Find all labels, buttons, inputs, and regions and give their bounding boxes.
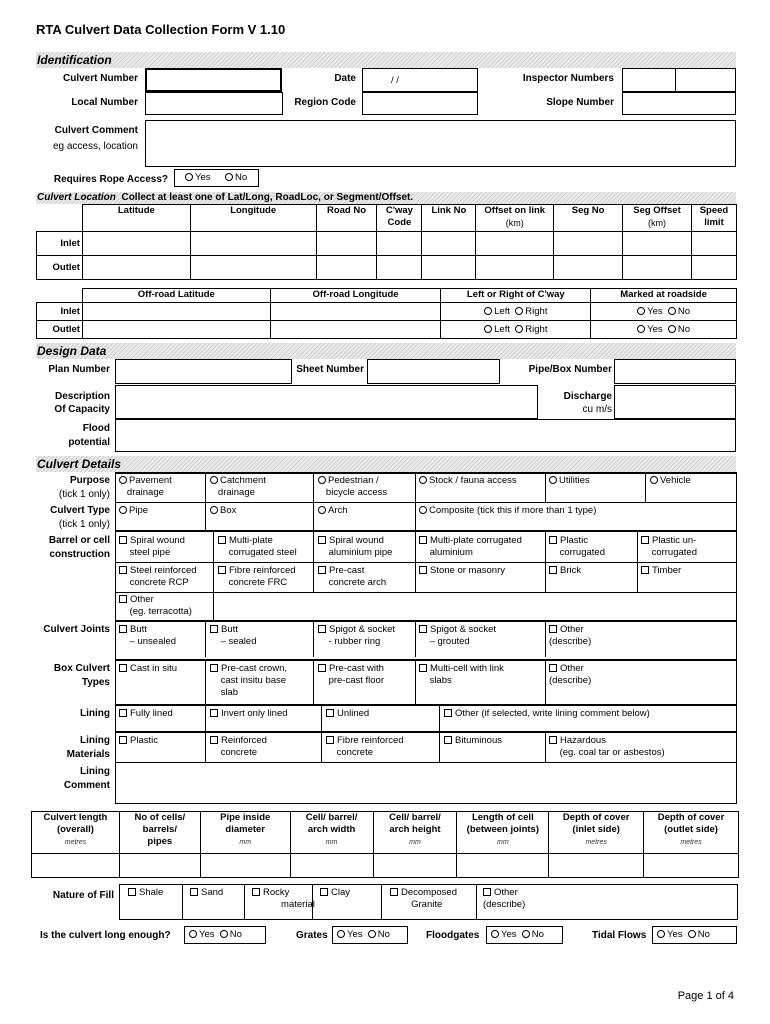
box-div-1 [205,660,206,704]
barrel-multiplate-aluminium-check[interactable] [419,536,427,544]
barrel-stone: Stone or masonry [419,565,505,577]
grates-no-radio[interactable] [368,930,376,938]
outlet-seg-offset[interactable] [623,256,692,280]
description-label: Description [54,391,110,402]
inlet-road-no[interactable] [316,232,377,256]
offroad-table [36,288,737,339]
purpose-catchment-radio[interactable] [210,476,218,484]
inlet-link-no[interactable] [422,232,476,256]
inspector-number-field-2[interactable] [675,68,736,92]
region-code-label: Region Code [294,97,356,108]
grates-options: Yes No [332,926,408,944]
joint-butt-sealed-check[interactable] [210,625,218,633]
rope-access-options [174,169,259,187]
purpose-pedestrian: Pedestrian / bicycle access [318,475,387,499]
floodgates-options: Yes No [486,926,563,944]
purpose-pavement-radio[interactable] [119,476,127,484]
barrel-brick-check[interactable] [549,566,557,574]
loc-h-speed-limit: Speed limit [691,205,736,232]
inlet-seg-no[interactable] [554,232,623,256]
offroad-h-left-right: Left or Right of C'way [441,289,591,303]
barrel-plastic-corrugated: Plastic corrugated [549,535,605,559]
linmat-fibre: Fibre reinforced concrete [326,735,404,759]
outlet-seg-no[interactable] [554,256,623,280]
joint-spigot-rubber: Spigot & socket - rubber ring [318,624,395,648]
grates-yes-radio[interactable] [337,930,345,938]
barrel-plastic-uncorrugated: Plastic un- corrugated [641,535,697,559]
outlet-left-right: Left Right [441,321,591,339]
inlet-marked: Yes No [591,303,737,321]
joint-butt-unsealed-check[interactable] [119,625,127,633]
sheet-number-field[interactable] [367,359,500,384]
linmat-bituminous: Bituminous [444,735,502,747]
rule-lining-mat-top [115,731,737,733]
long-enough-yes-radio[interactable] [189,930,197,938]
barrel-timber: Timber [641,565,681,577]
plan-number-field[interactable] [115,359,292,384]
dim-h-cover-inlet: Depth of cover (inlet side) metres [549,812,644,854]
purpose-utilities: Utilities [549,475,590,487]
barrel-spiral-steel-check[interactable] [119,536,127,544]
lining-other-check[interactable] [444,709,452,717]
loc-h-seg-offset: Seg Offset (km) [623,205,692,232]
outlet-left-radio[interactable] [484,325,492,333]
purpose-pavement: Pavement drainage [119,475,172,499]
rule-purpose-top [115,472,737,474]
fill-sand-check[interactable] [190,888,198,896]
barrel-stone-check[interactable] [419,566,427,574]
loc-h-cway-code: C'way Code [377,205,422,232]
barrel-spiral-aluminium: Spiral wound aluminium pipe [318,535,392,559]
outlet-offset[interactable] [476,256,554,280]
culvert-number-field[interactable] [145,68,282,92]
inlet-seg-offset[interactable] [623,232,692,256]
fill-other: Other (describe) [483,887,526,910]
type-composite: Composite (tick this if more than 1 type) [419,505,596,517]
purpose-div-1 [205,472,206,502]
rule-box-top [115,659,737,661]
lining-unlined-check[interactable] [326,709,334,717]
purpose-label: Purpose [69,475,110,486]
type-div-3 [415,502,416,531]
purpose-div-2 [313,472,314,502]
offroad-h-marked: Marked at roadside [591,289,737,303]
barrel-other-div [213,592,214,620]
outlet-right-radio[interactable] [515,325,523,333]
potential-label: potential [68,437,110,448]
linmat-div-1 [205,732,206,762]
inlet-left-right: Left Right [441,303,591,321]
dim-h-cover-outlet: Depth of cover (outlet side) metres [644,812,739,854]
box-multicell-check[interactable] [419,664,427,672]
outlet-speed-limit[interactable] [691,256,736,280]
lining-invert: Invert only lined [210,708,288,720]
offroad-row-inlet: Inlet [37,303,83,321]
lining-materials-label: Lining [80,735,110,746]
barrel-precast-arch-check[interactable] [318,566,326,574]
date-label: Date [334,73,356,84]
barrel-rcp: Steel reinforced concrete RCP [119,565,197,589]
dim-h-cell-length: Length of cell (between joints) mm [457,812,549,854]
dim-arch-height-field[interactable] [373,854,457,878]
page-number: Page 1 of 4 [677,990,734,1002]
sheet-number-label: Sheet Number [296,364,364,375]
section-location [36,192,736,204]
capacity-description-field[interactable] [115,385,538,419]
date-separators: / / [391,75,399,86]
joints-div-4 [545,621,546,657]
dim-culvert-length-field[interactable] [32,854,120,878]
box-other: Other (describe) [549,663,592,686]
outlet-marked: Yes No [591,321,737,339]
fill-decomposed-granite: Decomposed Granite [390,887,457,911]
fill-clay-check[interactable] [320,888,328,896]
floodgates-label: Floodgates [426,930,480,941]
purpose-div-4 [545,472,546,502]
outlet-longitude[interactable] [190,256,316,280]
flood-label: Flood [82,423,110,434]
linmat-plastic-check[interactable] [119,736,127,744]
outlet-latitude[interactable] [82,256,190,280]
local-number-label: Local Number [71,97,138,108]
inspector-numbers-label: Inspector Numbers [522,73,614,84]
construction-label: construction [49,549,110,560]
rule-lining-comment-bottom [115,803,737,804]
purpose-vehicle: Vehicle [650,475,691,487]
linmat-fibre-check[interactable] [326,736,334,744]
barrel-spiral-aluminium-check[interactable] [318,536,326,544]
outlet-marked-no-radio[interactable] [668,325,676,333]
type-pipe-radio[interactable] [119,506,127,514]
fill-clay: Clay [320,887,350,899]
fill-div-1 [182,884,183,920]
fill-decomposed-granite-check[interactable] [390,888,398,896]
inlet-marked-yes-radio[interactable] [637,307,645,315]
pipe-box-number-label: Pipe/Box Number [528,364,612,375]
box-precast-floor: Pre-cast with pre-cast floor [318,663,384,687]
type-div-1 [205,502,206,531]
offroad-h-latitude: Off-road Latitude [82,289,270,303]
barrel-precast-arch: Pre-cast concrete arch [318,565,386,589]
inlet-left-radio[interactable] [484,307,492,315]
joints-div-3 [415,621,416,657]
joints-label: Culvert Joints [43,624,110,635]
slope-number-field[interactable] [622,92,736,115]
purpose-catchment: Catchment drainage [210,475,266,499]
floodgates-yes-radio[interactable] [491,930,499,938]
lining-comment-label: Lining [80,766,110,777]
discharge-unit: cu m/s [582,404,612,415]
barrel-frc: Fibre reinforced concrete FRC [218,565,296,589]
date-field[interactable] [362,68,478,92]
box-types-label-2: Types [81,677,110,688]
fill-div-5 [476,884,477,920]
box-precast-crown-check[interactable] [210,664,218,672]
of-capacity-label: Of Capacity [54,404,110,415]
lining-div-2 [321,705,322,731]
fill-shale-check[interactable] [128,888,136,896]
outlet-offroad-long[interactable] [270,321,441,339]
flood-potential-field[interactable] [115,419,736,452]
lining-invert-check[interactable] [210,709,218,717]
loc-row-inlet: Inlet [37,232,83,256]
box-types-label: Box Culvert [53,663,110,674]
offroad-h-longitude: Off-road Longitude [270,289,441,303]
barrel-frc-check[interactable] [218,566,226,574]
outlet-link-no[interactable] [422,256,476,280]
lining-fully: Fully lined [119,708,173,720]
box-cast-in-situ: Cast in situ [119,663,177,675]
culvert-number-label: Culvert Number [62,73,138,84]
long-enough-label: Is the culvert long enough? [40,930,171,941]
inlet-cway-code[interactable] [377,232,422,256]
box-multicell: Multi-cell with link slabs [419,663,504,687]
purpose-utilities-radio[interactable] [549,476,557,484]
joint-other: Other (describe) [549,624,592,647]
rope-no-radio[interactable] [225,173,233,181]
inlet-latitude[interactable] [82,232,190,256]
fill-rocky-check[interactable] [252,888,260,896]
dim-no-cells-field[interactable] [119,854,200,878]
dimensions-table [31,811,739,878]
joint-butt-unsealed: Butt – unsealed [119,624,176,648]
loc-h-latitude: Latitude [82,205,190,232]
linmat-reinforced-check[interactable] [210,736,218,744]
inlet-offset[interactable] [476,232,554,256]
type-composite-radio[interactable] [419,506,427,514]
loc-h-link-no: Link No [422,205,476,232]
rope-yes-radio[interactable] [185,173,193,181]
region-code-field[interactable] [362,92,478,115]
fill-div-2 [244,884,245,920]
culvert-comment-label: Culvert Comment [54,125,138,136]
purpose-div-3 [415,472,416,502]
lining-label: Lining [80,708,110,719]
location-table [36,204,737,280]
outlet-marked-yes-radio[interactable] [637,325,645,333]
fill-rocky: Rocky material [252,887,315,911]
box-precast-crown: Pre-cast crown, cast insitu base slab [210,663,287,699]
loc-h-seg-no: Seg No [554,205,623,232]
type-pipe: Pipe [119,505,148,517]
joint-other-check[interactable] [549,625,557,633]
loc-corner [37,205,83,232]
barrel-rcp-check[interactable] [119,566,127,574]
linmat-hazardous-check[interactable] [549,736,557,744]
loc-row-outlet: Outlet [37,256,83,280]
fill-shale: Shale [128,887,163,899]
location-title: Culvert Location [37,192,116,203]
section-design: Design Data [36,343,736,359]
type-box: Box [210,505,236,517]
purpose-div-5 [645,472,646,502]
barrel-plastic-uncorrugated-check[interactable] [641,536,649,544]
loc-h-longitude: Longitude [190,205,316,232]
culvert-type-tick-note: (tick 1 only) [58,519,110,530]
culvert-comment-hint: eg access, location [52,141,138,152]
joint-spigot-grouted-check[interactable] [419,625,427,633]
outlet-cway-code[interactable] [377,256,422,280]
rope-access-label: Requires Rope Access? [53,174,168,185]
purpose-stock: Stock / fauna access [419,475,517,487]
linmat-div-3 [439,732,440,762]
linmat-div-2 [321,732,322,762]
linmat-reinforced: Reinforced concrete [210,735,267,759]
rule-type-top [115,502,737,503]
dim-pipe-diameter-field[interactable] [200,854,290,878]
barrel-multiplate-aluminium: Multi-plate corrugated aluminium [419,535,522,559]
box-other-check[interactable] [549,664,557,672]
purpose-stock-radio[interactable] [419,476,427,484]
type-box-radio[interactable] [210,506,218,514]
culvert-type-label: Culvert Type [50,505,110,516]
purpose-tick-note: (tick 1 only) [58,489,110,500]
type-arch: Arch [318,505,348,517]
barrel-multiplate-steel-check[interactable] [218,536,226,544]
rule-barrel-mid [115,562,737,563]
location-note: Collect at least one of Lat/Long, RoadLoc, or Segment/Offset. [121,192,414,203]
joint-spigot-rubber-check[interactable] [318,625,326,633]
barrel-other: Other (eg. terracotta) [119,594,192,618]
rope-no-label: No [235,172,248,183]
rope-yes-label: Yes [195,172,211,183]
section-details: Culvert Details [36,456,736,472]
barrel-brick: Brick [549,565,581,577]
box-div-4 [545,660,546,704]
pipe-box-number-field[interactable] [614,359,736,384]
dim-h-culvert-length: Culvert length (overall) metres [32,812,120,854]
fill-div-4 [381,884,382,920]
box-precast-floor-check[interactable] [318,664,326,672]
discharge-label: Discharge [563,391,612,402]
dim-h-arch-width: Cell/ barrel/ arch width mm [290,812,373,854]
offroad-corner [37,289,83,303]
inlet-offroad-long[interactable] [270,303,441,321]
slope-number-label: Slope Number [546,97,614,108]
tidal-options: Yes No [652,926,737,944]
dim-cell-length-field[interactable] [457,854,549,878]
loc-h-road-no: Road No [316,205,377,232]
tidal-label: Tidal Flows [592,930,647,941]
fill-sand: Sand [190,887,223,899]
tidal-yes-radio[interactable] [657,930,665,938]
linmat-bituminous-check[interactable] [444,736,452,744]
joints-div-2 [313,621,314,657]
details-right-rule [736,472,737,804]
inlet-speed-limit[interactable] [691,232,736,256]
lining-comment-field[interactable] [116,763,736,803]
inlet-longitude[interactable] [190,232,316,256]
dim-cover-inlet-field[interactable] [549,854,644,878]
rule-barrel-top [115,530,737,532]
lining-fully-check[interactable] [119,709,127,717]
barrel-spiral-steel: Spiral wound steel pipe [119,535,185,559]
inlet-right-radio[interactable] [515,307,523,315]
floodgates-no-radio[interactable] [522,930,530,938]
lining-materials-label-2: Materials [66,749,110,760]
details-left-rule [115,472,116,804]
tidal-no-radio[interactable] [688,930,696,938]
section-identification: Identification [36,52,736,68]
dim-h-arch-height: Cell/ barrel/ arch height mm [373,812,457,854]
type-div-2 [313,502,314,531]
grates-label: Grates [296,930,328,941]
plan-number-label: Plan Number [48,364,110,375]
barrel-label: Barrel or cell [48,535,110,546]
inlet-marked-no-radio[interactable] [668,307,676,315]
inspector-number-field-1[interactable] [622,68,676,92]
box-div-3 [415,660,416,704]
joints-div-1 [205,621,206,657]
linmat-div-4 [545,732,546,762]
lining-unlined: Unlined [326,708,369,720]
dim-arch-width-field[interactable] [290,854,373,878]
barrel-other-check[interactable] [119,595,127,603]
lining-comment-label-2: Comment [63,780,110,791]
dim-h-pipe-diameter: Pipe inside diameter mm [200,812,290,854]
type-arch-radio[interactable] [318,506,326,514]
long-enough-options: Yes No [184,926,266,944]
outlet-offroad-lat[interactable] [82,321,270,339]
rule-barrel-other [115,592,737,593]
culvert-comment-field[interactable] [145,120,736,167]
inlet-offroad-lat[interactable] [82,303,270,321]
linmat-plastic: Plastic [119,735,158,747]
joint-butt-sealed: Butt – sealed [210,624,256,648]
barrel-timber-check[interactable] [641,566,649,574]
box-div-2 [313,660,314,704]
rule-joints-top [115,620,737,622]
offroad-row-outlet: Outlet [37,321,83,339]
lining-div-1 [205,705,206,731]
loc-h-offset: Offset on link (km) [476,205,554,232]
joint-spigot-grouted: Spigot & socket – grouted [419,624,496,648]
dim-cover-outlet-field[interactable] [644,854,739,878]
purpose-vehicle-radio[interactable] [650,476,658,484]
discharge-field[interactable] [614,385,736,419]
outlet-road-no[interactable] [316,256,377,280]
dim-h-no-cells: No of cells/ barrels/ pipes [119,812,200,854]
barrel-multiplate-steel: Multi-plate corrugated steel [218,535,297,559]
barrel-plastic-corrugated-check[interactable] [549,536,557,544]
purpose-pedestrian-radio[interactable] [318,476,326,484]
lining-div-3 [439,705,440,731]
rule-lining-top [115,704,737,706]
form-title: RTA Culvert Data Collection Form V 1.10 [36,22,286,37]
linmat-hazardous: Hazardous (eg. coal tar or asbestos) [549,735,665,759]
local-number-field[interactable] [145,92,283,115]
box-cast-in-situ-check[interactable] [119,664,127,672]
fill-other-check[interactable] [483,888,491,896]
fill-label: Nature of Fill [52,890,114,901]
long-enough-no-radio[interactable] [220,930,228,938]
lining-other: Other (if selected, write lining comment below) [444,708,650,720]
